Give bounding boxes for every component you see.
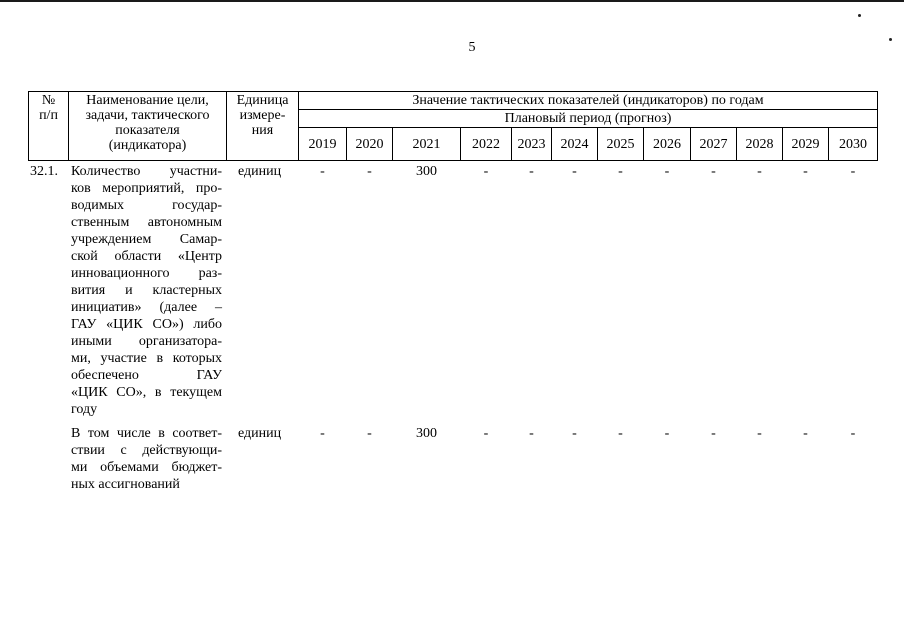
header-year: 2023 bbox=[512, 128, 552, 161]
header-year: 2028 bbox=[737, 128, 783, 161]
header-number: № п/п bbox=[29, 92, 69, 161]
year-value-cell: - bbox=[572, 426, 577, 441]
header-year: 2020 bbox=[347, 128, 393, 161]
year-value-cell: - bbox=[803, 164, 808, 179]
year-value-cell: - bbox=[572, 164, 577, 179]
year-value-cell: - bbox=[367, 426, 372, 441]
row-indicator-name: В том числе в соответ- ствии с действующи- ми объемами бюджет- ных ассигнований bbox=[71, 426, 222, 492]
year-value-cell: - bbox=[850, 164, 856, 179]
year-value-cell: - bbox=[483, 164, 489, 179]
header-name: Наименование цели, задачи, тактического показателя (индикатора) bbox=[69, 92, 227, 161]
year-value-cell: 300 bbox=[416, 426, 437, 441]
year-value-cell: - bbox=[529, 164, 534, 179]
year-value-cell: - bbox=[618, 426, 623, 441]
page-number: 5 bbox=[468, 40, 476, 55]
header-year: 2021 bbox=[393, 128, 461, 161]
header-year: 2022 bbox=[461, 128, 512, 161]
year-value-cell: - bbox=[483, 426, 489, 441]
row-number: 32.1. bbox=[30, 164, 58, 179]
year-value-cell: - bbox=[711, 164, 716, 179]
header-year: 2019 bbox=[299, 128, 347, 161]
year-value-cell: - bbox=[529, 426, 534, 441]
row-unit: единиц bbox=[238, 164, 282, 179]
header-year: 2029 bbox=[783, 128, 829, 161]
top-border-rule bbox=[0, 0, 904, 2]
header-unit: Единица измере- ния bbox=[227, 92, 299, 161]
year-value-cell: - bbox=[618, 164, 623, 179]
year-value-cell: - bbox=[850, 426, 856, 441]
year-value-cell: - bbox=[320, 164, 325, 179]
year-value-cell: - bbox=[320, 426, 325, 441]
year-value-cell: - bbox=[803, 426, 808, 441]
scan-speck bbox=[858, 14, 861, 17]
header-year: 2026 bbox=[644, 128, 691, 161]
row-unit: единиц bbox=[238, 426, 282, 441]
header-values-group: Значение тактических показателей (индикаторов) по годам bbox=[299, 92, 878, 110]
header-year: 2024 bbox=[552, 128, 598, 161]
header-plan-period: Плановый период (прогноз) bbox=[299, 110, 878, 128]
year-value-cell: - bbox=[711, 426, 716, 441]
indicator-table-header bbox=[28, 91, 878, 161]
year-value-cell: - bbox=[757, 426, 762, 441]
header-year: 2027 bbox=[691, 128, 737, 161]
year-value-cell: 300 bbox=[416, 164, 437, 179]
year-value-cell: - bbox=[367, 164, 372, 179]
row-indicator-name: Количество участни- ков мероприятий, про- водимых государ- ственным автономным учреждением Самар- ской области «Центр инновационного раз- вития и кластерных инициатив» (далее – ГАУ «ЦИК СО») либо иными организатора- ми, участие в которых обеспечено ГАУ «ЦИК СО», в текущем году bbox=[71, 164, 222, 417]
year-value-cell: - bbox=[664, 426, 670, 441]
year-value-cell: - bbox=[757, 164, 762, 179]
header-year: 2025 bbox=[598, 128, 644, 161]
year-value-cell: - bbox=[664, 164, 670, 179]
header-year: 2030 bbox=[829, 128, 878, 161]
